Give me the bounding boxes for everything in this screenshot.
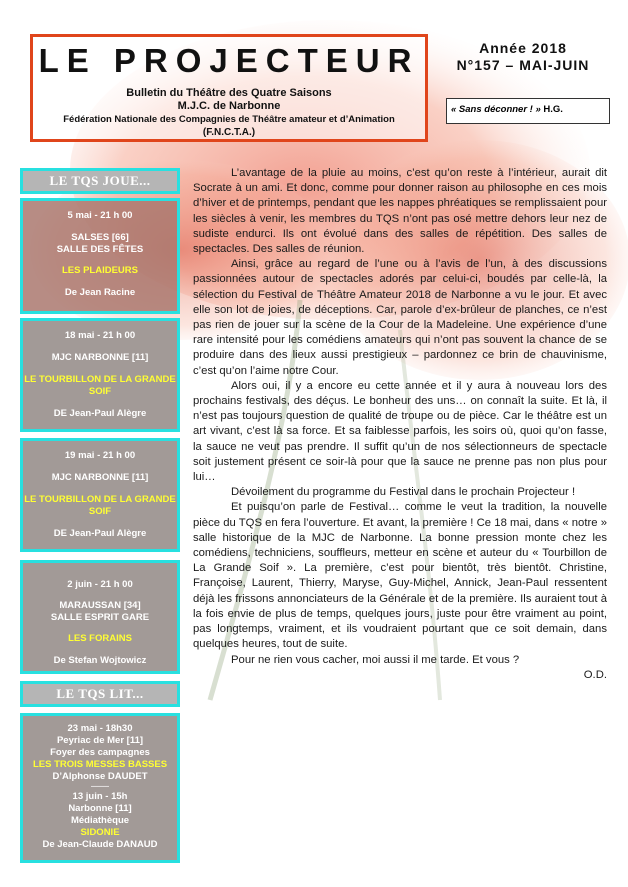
event-venue: MJC NARBONNE [11] bbox=[51, 352, 149, 363]
quote-text: « Sans déconner ! » bbox=[451, 104, 541, 115]
masthead-line-mjc: M.J.C. de Narbonne bbox=[177, 100, 281, 112]
reading-date: 23 mai - 18h30 bbox=[67, 723, 133, 734]
event-author: De Stefan Wojtowicz bbox=[53, 655, 147, 666]
masthead-line-bulletin: Bulletin du Théâtre des Quatre Saisons bbox=[126, 87, 332, 99]
event-venue: MARAUSSAN [34] bbox=[59, 600, 141, 611]
quote-author: H.G. bbox=[540, 104, 563, 115]
reading-author: D’Alphonse DAUDET bbox=[52, 771, 148, 782]
event-venue: MJC NARBONNE [11] bbox=[51, 472, 149, 483]
newsletter-title: LE PROJECTEUR bbox=[38, 42, 420, 79]
event-venue-hall: SALLE DES FÊTES bbox=[56, 244, 144, 255]
article-paragraph: Dévoilement du programme du Festival dans le prochain Projecteur ! bbox=[231, 486, 576, 499]
event-date: 2 juin - 21 h 00 bbox=[67, 579, 133, 590]
masthead-line-acronym: (F.N.C.T.A.) bbox=[202, 127, 256, 138]
reading-place: Peyriac de Mer [11] bbox=[56, 735, 144, 746]
issue-number: N°157 – MAI-JUIN bbox=[456, 57, 590, 73]
article-paragraph: Ainsi, grâce au regard de l’une ou à l’avis de l’un, à des discussions passionnées autour de spectacles adorés par celui-ci, boudés par celle-là, la sélection du Festival de Théâtre Amateur 2018 de Narbonne a vu le jour. Et avec elle son lot de joies, de déceptions. Car, parole d’ex-brûleur de planches, ce n’est pas rien de jouer sur la scène de la Cour de la Madeleine. Une expérience d’une rare intensité pour les comédiens amateurs qui n’ont pas souvent la chance de se produire dans des lieux aussi prestigieux – pardonnez ce brin de chauvinisme, c’est qu’on l’aime notre Cour. bbox=[193, 258, 607, 377]
article-paragraph: L’avantage de la pluie au moins, c’est qu’on reste à l’intérieur, aurait dit Socrate à un ami. Et donc, comme pour donner raison au philosophe en ces mois d’hiver et de printemps, pendant que les nappes phréatiques se remplissaient pour les siècles à venir, les membres du TQS n’ont pas osé mettre dehors leur nez de sudiste endurci. Ils ont évolué dans des salles de répétition. Des salles de spectacles. Des salles de réunion. bbox=[193, 167, 607, 256]
quote-box bbox=[446, 98, 610, 124]
event-author: De Jean Racine bbox=[64, 287, 136, 298]
reading-author: De Jean-Claude DANAUD bbox=[42, 839, 158, 850]
reading-venue: Médiathèque bbox=[70, 815, 130, 826]
event-venue-hall: SALLE ESPRIT GARE bbox=[50, 612, 150, 623]
sidebar-header-joue: LE TQS JOUE... bbox=[20, 168, 180, 194]
editorial-article bbox=[193, 166, 607, 683]
article-paragraph: Et puisqu’on parle de Festival… comme le veut la tradition, la nouvelle pièce du TQS en fera l’ouverture. Et avant, la première ! Ce 18 mai, dans « notre » salle historique de la MJC de Narbonne. La bonne pression monte chez les comédiens, techniciens, souffleurs, metteur en scène et auteur du « Tourbillon de La Grande Soif ». La première, c’est pour bientôt, très bientôt. Christine, Françoise, Laurent, Thierry, Maryse, Guy-Michel, Annick, Jean-Paul ressentent déjà les frissons annonciateurs de la Générale et de la première. Ils auraient tout à la fois envie de plus de temps, quelques jours, juste pour être vraiment au point, pas longtemps, vraiment, et ils voudraient pourtant que ce soit demain, dans quelques heures, tout de suite. bbox=[193, 501, 607, 651]
reading-play: SIDONIE bbox=[80, 827, 120, 838]
reading-date: 13 juin - 15h bbox=[72, 791, 128, 802]
reading-separator: ——— bbox=[91, 784, 109, 790]
event-date: 18 mai - 21 h 00 bbox=[64, 330, 136, 341]
event-venue: SALSES [66] bbox=[71, 232, 129, 243]
event-author: DE Jean-Paul Alègre bbox=[53, 528, 147, 539]
event-card-2 bbox=[20, 318, 180, 432]
issue-info bbox=[438, 40, 608, 74]
event-date: 19 mai - 21 h 00 bbox=[64, 450, 136, 461]
event-date: 5 mai - 21 h 00 bbox=[67, 210, 133, 221]
event-play: LES FORAINS bbox=[68, 633, 132, 644]
article-paragraph: Alors oui, il y a encore eu cette année et il y aura à nouveau lors des prochains festivals, des déçus. Le bonheur des uns… on connaît la suite. Et là, il n’est pas toujours question de qualité de troupe ou de pièce. Car le théâtre est un art vivant, c’est là sa force. Et sa faiblesse parfois, les soirs où, quoi qu’on fasse, la sauce ne veut pas prendre. Il suffit qu’un de nos sélectionneurs de spectacle soit justement présent ce soir-là pour que la sauce ne prenne pas non plus pour lui… bbox=[193, 379, 607, 484]
article-paragraph: Pour ne rien vous cacher, moi aussi il me tarde. Et vous ? bbox=[231, 653, 520, 666]
reading-card bbox=[20, 713, 180, 863]
event-play: LE TOURBILLON DE LA GRANDE SOIF bbox=[24, 374, 176, 397]
event-play: LE TOURBILLON DE LA GRANDE SOIF bbox=[24, 494, 176, 517]
event-author: DE Jean-Paul Alègre bbox=[53, 408, 147, 419]
sidebar-header-lit: LE TQS LIT... bbox=[20, 681, 180, 707]
reading-venue: Foyer des campagnes bbox=[50, 747, 150, 758]
reading-play: LES TROIS MESSES BASSES bbox=[32, 759, 168, 770]
masthead-box bbox=[30, 34, 428, 142]
reading-place: Narbonne [11] bbox=[68, 803, 132, 814]
article-signature: O.D. bbox=[583, 668, 607, 681]
event-card-1 bbox=[20, 198, 180, 314]
issue-year: Année 2018 bbox=[479, 40, 567, 56]
event-card-3 bbox=[20, 438, 180, 552]
event-card-4 bbox=[20, 560, 180, 674]
masthead-line-federation: Fédération Nationale des Compagnies de Théâtre amateur et d’Animation bbox=[63, 114, 395, 125]
event-play: LES PLAIDEURS bbox=[61, 265, 138, 276]
